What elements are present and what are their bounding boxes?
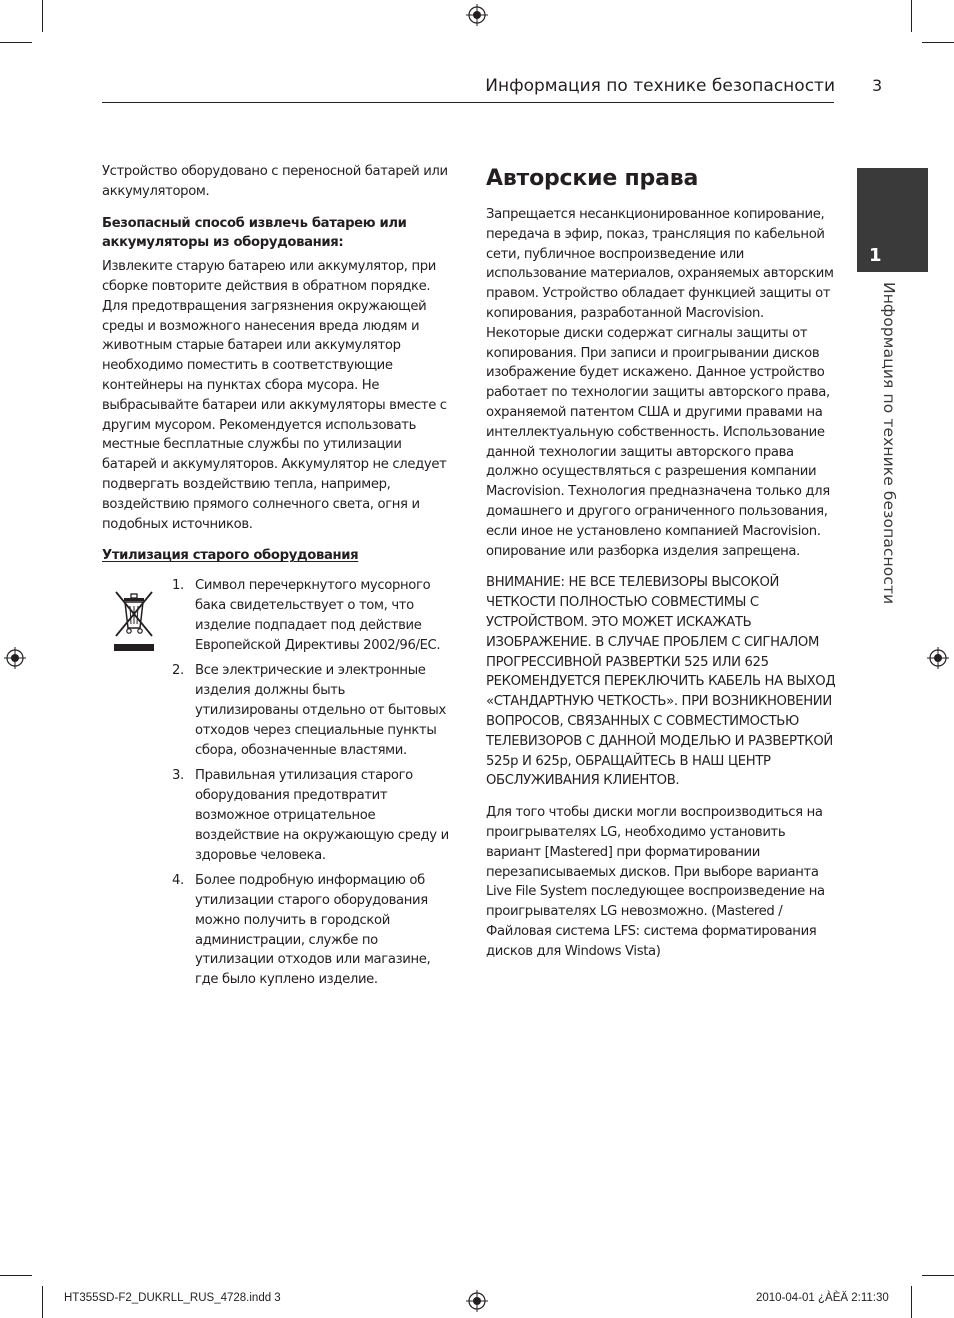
left-column — [102, 162, 452, 996]
list-item-number: 3. — [172, 768, 184, 784]
list-item-text: Более подробную информацию об утилизации старого оборудования можно получить в городской администрации, службе по утилизации отходов или магазине, где было куплено изделие. — [195, 873, 431, 988]
list-item — [172, 871, 452, 990]
chapter-tab — [857, 168, 928, 272]
chapter-number: 1 — [869, 245, 882, 266]
battery-text: Извлеките старую батарею или аккумулятор, при сборке повторите действия в обратном порядке. Для предотвращения загрязнения окружающей среды и возможного нанесения вреда людям и животным старые батареи или аккумулятор необходимо поместить в соответствующие контейнеры на пунктах сбора мусора. Не выбрасывайте батареи или аккумуляторы вместе с другим мусором. Рекомендуется использовать местные бесплатные службы по утилизации батарей и аккумуляторов. Аккумулятор не следует подвергать воздействию тепла, например, воздействию прямого солнечного света, огня и подобных источников. — [102, 259, 447, 532]
chapter-side-label: Информация по технике безопасности — [880, 282, 898, 605]
footer-file: HT355SD-F2_DUKRLL_RUS_4728.indd 3 — [64, 1292, 281, 1304]
registration-mark-icon — [466, 1290, 488, 1312]
list-item — [172, 661, 452, 760]
registration-mark-icon — [4, 647, 26, 669]
list-item-number: 4. — [172, 873, 184, 889]
list-item-text: Все электрические и электронные изделия должны быть утилизированы отдельно от бытовых отходов через специальные пункты сбора, обозначенные властями. — [195, 663, 446, 758]
crop-mark — [922, 1275, 954, 1276]
section-title: Авторские права — [486, 166, 699, 191]
list-item-text: Символ перечеркнутого мусорного бака свидетельствует о том, что изделие подпадает под действие Европейской Директивы 2002/96/EC. — [195, 578, 441, 653]
battery-intro: Устройство оборудовано с переносной батарей или аккумулятором. — [102, 164, 448, 199]
disposal-heading: Утилизация старого оборудования — [102, 548, 359, 564]
crop-mark — [42, 0, 43, 32]
crossed-out-bin-icon — [112, 586, 156, 656]
copyright-paragraph: Запрещается несанкционированное копирование, передача в эфир, показ, трансляция по кабельной сети, публичное воспроизведение или использование материалов, охраняемых авторским правом. Устройство обладает функцией защиты от копирования, разработанной Macrovision. Некоторые диски содержат сигналы защиты от копирования. При записи и проигрывании дисков изображение будет искажено. Данное устройство работает по технологии защиты авторского права, охраняемой патентом США и другими правами на интеллектуальную собственность. Использование данной технологии защиты авторского права должно осуществляться с разрешения компании Macrovision. Технология предназначена только для домашнего и другого ограниченного пользования, если иное не установлено компанией Macrovision. опирование или разборка изделия запрещена. — [486, 207, 834, 559]
lg-disc-paragraph: Для того чтобы диски могли воспроизводиться на проигрывателях LG, необходимо установить вариант [Mastered] при форматировании перезаписываемых дисков. При выборе варианта Live File System последующее воспроизведение на проигрывателях LG невозможно. (Mastered /Файловая система LFS: система форматирования дисков для Windows Vista) — [486, 805, 825, 959]
header-rule — [102, 102, 834, 103]
crop-mark — [0, 1275, 32, 1276]
crop-mark — [911, 0, 912, 32]
page-number: 3 — [872, 76, 883, 95]
footer-timestamp: 2010-04-01 ¿ÀÈÄ 2:11:30 — [756, 1292, 889, 1304]
crop-mark — [911, 1286, 912, 1318]
warning-paragraph: ВНИМАНИЕ: НЕ ВСЕ ТЕЛЕВИЗОРЫ ВЫСОКОЙ ЧЕТКОСТИ ПОЛНОСТЬЮ СОВМЕСТИМЫ С УСТРОЙСТВОМ. ЭТО МОЖЕТ ИСКАЖАТЬ ИЗОБРАЖЕНИЕ. В СЛУЧАЕ ПРОБЛЕМ С СИГНАЛОМ ПРОГРЕССИВНОЙ РАЗВЕРТКИ 525 ИЛИ 625 РЕКОМЕНДУЕТСЯ ПЕРЕКЛЮЧИТЬ КАБЕЛЬ НА ВЫХОД «СТАНДАРТНУЮ ЧЕТКОСТЬ». ПРИ ВОЗНИКНОВЕНИИ ВОПРОСОВ, СВЯЗАННЫХ С СОВМЕСТИМОСТЬЮ ТЕЛЕВИЗОРОВ С ДАННОЙ МОДЕЛЬЮ И РАЗВЕРТКОЙ 525p И 625p, ОБРАЩАЙТЕСЬ В НАШ ЦЕНТР ОБСЛУЖИВАНИЯ КЛИЕНТОВ. — [486, 575, 836, 789]
registration-mark-icon — [927, 647, 949, 669]
battery-heading: Безопасный способ извлечь батарею или аккумуляторы из оборудования: — [102, 215, 407, 251]
list-item-text: Правильная утилизация старого оборудования предотвратит возможное отрицательное воздействие на окружающую среду и здоровье человека. — [195, 768, 449, 863]
crop-mark — [42, 1286, 43, 1318]
list-item-number: 1. — [172, 578, 184, 594]
crop-mark — [922, 42, 954, 43]
crop-mark — [0, 42, 32, 43]
list-item — [172, 576, 452, 655]
right-column — [486, 162, 838, 961]
list-item — [172, 766, 452, 865]
registration-mark-icon — [466, 4, 488, 26]
running-header: Информация по технике безопасности — [485, 76, 835, 96]
list-item-number: 2. — [172, 663, 184, 679]
disposal-list — [172, 576, 452, 990]
